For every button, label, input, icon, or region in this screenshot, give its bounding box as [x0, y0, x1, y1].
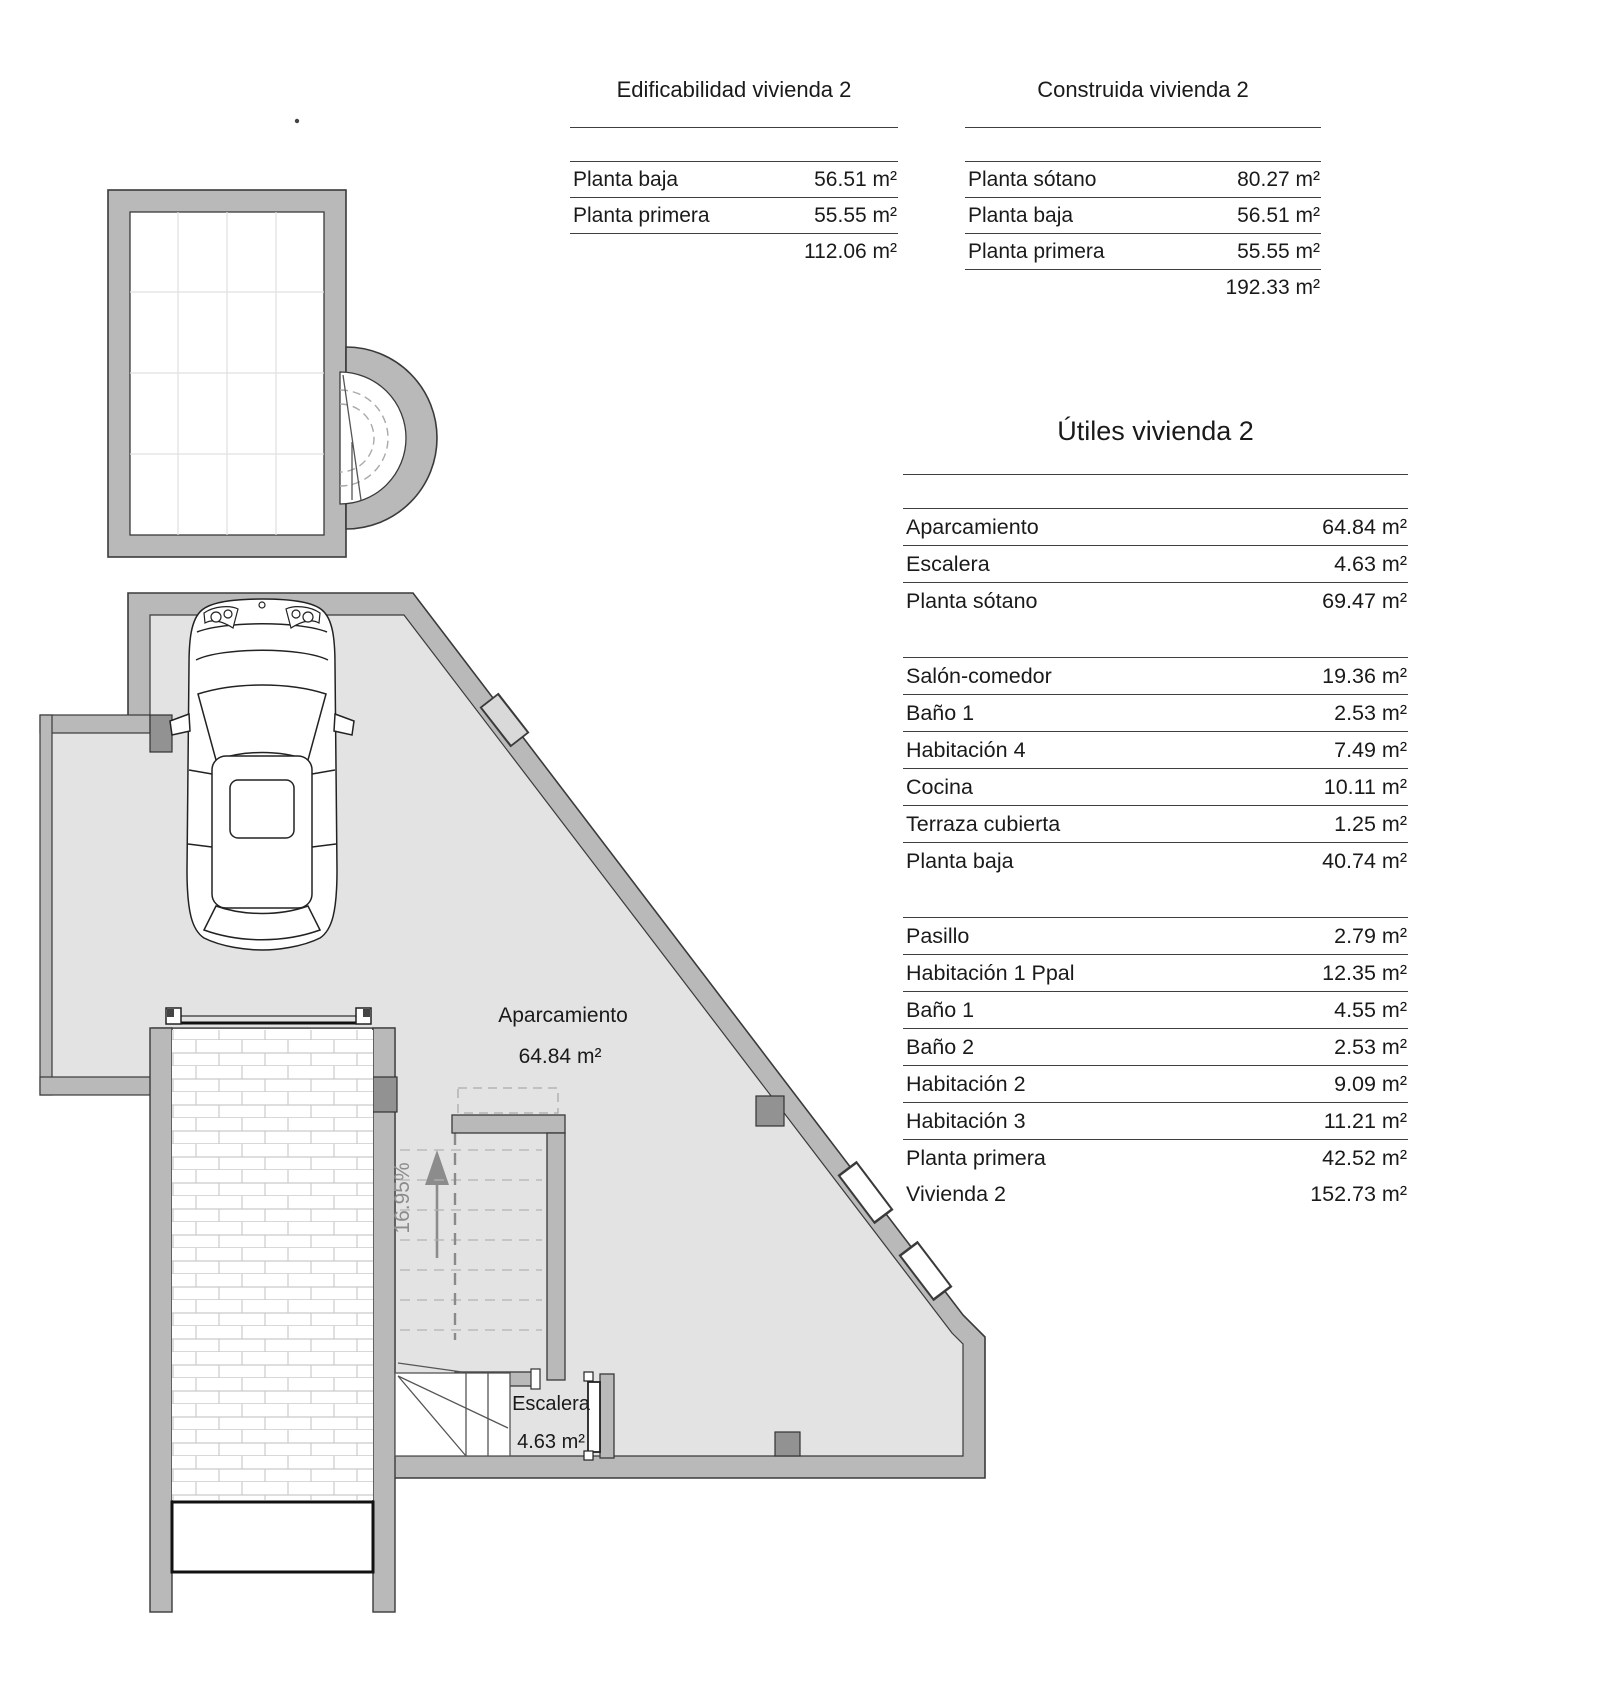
escalera-area-label: 4.63 m² — [517, 1431, 585, 1453]
pillar — [373, 1077, 397, 1112]
row-value: 11.21 m² — [1323, 1108, 1407, 1133]
wall-end-cap — [531, 1369, 540, 1389]
ramp-paving — [172, 1030, 373, 1500]
row-label: Habitación 3 — [906, 1108, 1026, 1133]
table-row — [903, 992, 1408, 1029]
row-label: Aparcamiento — [906, 514, 1039, 539]
stair-bottom-run — [395, 1373, 510, 1456]
plot-dot — [295, 119, 299, 123]
table-construida — [965, 75, 1321, 305]
ramp-slope-label: 16.95% — [391, 1162, 414, 1234]
row-value: 69.47 m² — [1322, 588, 1407, 613]
table-row — [903, 509, 1408, 546]
table-row — [965, 162, 1321, 198]
row-value: 40.74 m² — [1322, 848, 1407, 873]
ramp-landing — [172, 1502, 373, 1572]
table-row — [903, 1066, 1408, 1103]
row-value: 112.06 m² — [804, 239, 897, 263]
row-value: 42.52 m² — [1322, 1145, 1407, 1170]
row-value: 4.63 m² — [1334, 551, 1407, 576]
total-row — [570, 234, 898, 269]
row-label: Pasillo — [906, 923, 970, 948]
table-row — [903, 658, 1408, 695]
subtotal-row — [903, 1140, 1408, 1176]
table-utiles — [903, 412, 1408, 1212]
table-row — [903, 546, 1408, 583]
row-label: Planta primera — [573, 203, 710, 227]
row-label: Planta baja — [573, 167, 679, 191]
row-label: Habitación 1 Ppal — [906, 960, 1075, 985]
stairwell-wall — [452, 1115, 565, 1133]
door-hinge — [584, 1372, 593, 1381]
subtotal-row — [903, 843, 1408, 879]
table-title: Útiles vivienda 2 — [1057, 416, 1254, 446]
row-value: 2.79 m² — [1334, 923, 1407, 948]
pillar — [775, 1432, 800, 1456]
table-group — [903, 657, 1408, 879]
row-value: 7.49 m² — [1334, 737, 1407, 762]
row-value: 19.36 m² — [1322, 663, 1407, 688]
alcove-wall-left — [40, 715, 52, 1095]
row-label: Planta primera — [906, 1145, 1046, 1170]
row-value: 4.55 m² — [1334, 997, 1407, 1022]
row-label: Planta baja — [968, 203, 1074, 227]
table-row — [903, 1029, 1408, 1066]
car-windshield — [198, 685, 326, 760]
table-title: Edificabilidad vivienda 2 — [616, 77, 852, 102]
row-value: 12.35 m² — [1322, 960, 1407, 985]
row-label: Salón-comedor — [906, 663, 1052, 688]
pillar — [150, 715, 172, 752]
car-top-view — [170, 599, 354, 950]
row-value: 9.09 m² — [1334, 1071, 1407, 1096]
row-label: Baño 1 — [906, 997, 975, 1022]
table-group — [903, 508, 1408, 619]
table-row — [570, 162, 898, 198]
row-label: Escalera — [906, 551, 990, 576]
alcove-wall-top — [40, 715, 150, 733]
table-row — [965, 234, 1321, 270]
row-label: Vivienda 2 — [906, 1181, 1007, 1206]
row-value: 55.55 m² — [1237, 239, 1320, 263]
table-rows — [965, 162, 1321, 305]
row-value: 64.84 m² — [1322, 514, 1407, 539]
table-rule — [570, 127, 898, 128]
table-row — [903, 769, 1408, 806]
row-value: 2.53 m² — [1334, 1034, 1407, 1059]
table-rule — [903, 474, 1408, 475]
table-row — [570, 198, 898, 234]
table-edificabilidad — [570, 75, 898, 269]
table-row — [903, 918, 1408, 955]
row-value: 10.11 m² — [1323, 774, 1407, 799]
row-value: 56.51 m² — [814, 167, 897, 191]
table-row — [903, 695, 1408, 732]
car-sunroof — [230, 780, 294, 838]
escalera-label: Escalera — [512, 1393, 590, 1415]
door-hinge — [584, 1451, 593, 1460]
table-groups — [903, 508, 1408, 1212]
table-row — [903, 955, 1408, 992]
door-jamb-wall — [600, 1374, 614, 1458]
row-value: 80.27 m² — [1237, 167, 1320, 191]
terrace-structure — [108, 190, 437, 557]
total-row — [965, 270, 1321, 305]
row-label: Baño 2 — [906, 1034, 975, 1059]
subtotal-row — [903, 583, 1408, 619]
aparcamiento-label: Aparcamiento — [498, 1004, 628, 1027]
table-row — [965, 198, 1321, 234]
row-value: 152.73 m² — [1310, 1181, 1407, 1206]
table-row — [903, 1103, 1408, 1140]
table-rule — [965, 127, 1321, 128]
stairwell-wall — [547, 1133, 565, 1380]
row-value: 56.51 m² — [1237, 203, 1320, 227]
subtotal-row — [903, 1176, 1408, 1212]
row-label: Habitación 2 — [906, 1071, 1026, 1096]
table-row — [903, 806, 1408, 843]
row-value: 55.55 m² — [814, 203, 897, 227]
table-group — [903, 917, 1408, 1212]
row-label: Planta sótano — [906, 588, 1038, 613]
table-title: Construida vivienda 2 — [1037, 77, 1249, 102]
ramp-wall-left — [150, 1028, 172, 1612]
row-value: 1.25 m² — [1334, 811, 1407, 836]
row-value: 192.33 m² — [1225, 275, 1320, 299]
alcove-floor — [52, 733, 152, 1077]
row-label: Planta sótano — [968, 167, 1097, 191]
row-value: 2.53 m² — [1334, 700, 1407, 725]
pillar — [756, 1096, 784, 1126]
row-label: Baño 1 — [906, 700, 975, 725]
row-label: Planta primera — [968, 239, 1105, 263]
row-label: Cocina — [906, 774, 973, 799]
row-label: Planta baja — [906, 848, 1014, 873]
row-label: Habitación 4 — [906, 737, 1026, 762]
table-rows — [570, 162, 898, 269]
row-label: Terraza cubierta — [906, 811, 1061, 836]
table-row — [903, 732, 1408, 769]
aparcamiento-area-label: 64.84 m² — [518, 1045, 602, 1068]
ramp-wall-right — [373, 1028, 395, 1612]
